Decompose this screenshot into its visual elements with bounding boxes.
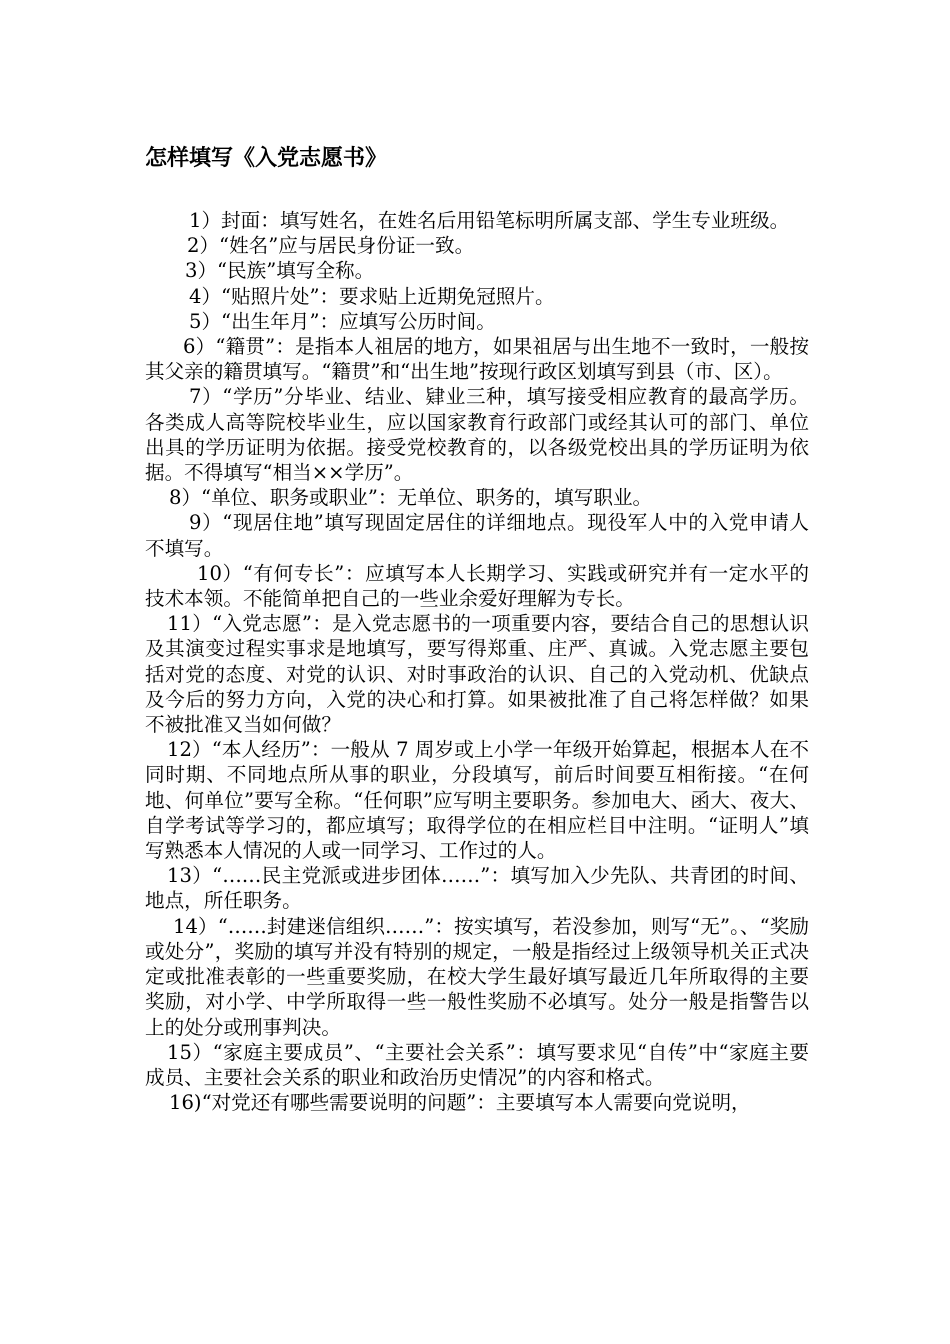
paragraph-6-native-place: 6）“籍贯”：是指本人祖居的地方，如果祖居与出生地不一致时，一般按其父亲的籍贯填写。“籍贯”和“出生地”按现行政区划填写到县（市、区）。 [145,335,809,384]
paragraph-8-occupation: 8）“单位、职务或职业”：无单位、职务的，填写职业。 [169,486,653,510]
document-title: 怎样填写《入党志愿书》 [145,145,388,171]
paragraph-14-superstitious-orgs-awards: 14）“……封建迷信组织……”：按实填写，若没参加，则写“无”。、“奖励或处分”，奖励的填写并没有特别的规定，一般是指经过上级领导机关正式决定或批准表彰的一些重要奖励，在校大学生最好填写最近几年所取得的主要奖励，对小学、中学所取得一些一般性奖励不必填写。处分一般是指警告以上的处分或刑事判决。 [145,914,809,1039]
paragraph-10-specialty: 10）“有何专长”：应填写本人长期学习、实践或研究并有一定水平的技术本领。不能简单把自己的一些业余爱好理解为专长。 [145,561,809,611]
paragraph-13-democratic-parties: 13）“……民主党派或进步团体……”：填写加入少先队、共青团的时间、地点，所任职务。 [145,864,809,913]
paragraph-2-name: 2）“姓名”应与居民身份证一致。 [187,234,475,258]
paragraph-5-birth-date: 5）“出生年月”：应填写公历时间。 [189,309,496,333]
paragraph-11-party-aspiration: 11）“入党志愿”：是入党志愿书的一项重要内容，要结合自己的思想认识及其演变过程实事求是地填写，要写得郑重、庄严、真诚。入党志愿主要包括对党的态度、对党的认识、对时事政治的认识、自己的入党动机、优缺点及今后的努力方向，入党的决心和打算。如果被批准了自己将怎样做？如果不被批准又当如何做？ [145,612,809,737]
paragraph-12-personal-history: 12）“本人经历”：一般从 7 周岁或上小学一年级开始算起，根据本人在不同时期、不同地点所从事的职业，分段填写，前后时间要互相衔接。“在何地、何单位”要写全称。“任何职”应写明主要职务。参加电大、函大、夜大、自学考试等学习的，都应填写；取得学位的在相应栏目中注明。“证明人”填写熟悉本人情况的人或一同学习、工作过的人。 [145,738,809,863]
paragraph-9-residence: 9）“现居住地”填写现固定居住的详细地点。现役军人中的入党申请人不填写。 [145,511,809,560]
paragraph-3-ethnicity: 3）“民族”填写全称。 [185,259,375,283]
paragraph-15-family-members: 15）“家庭主要成员”、“主要社会关系”：填写要求见“自传”中“家庭主要成员、主要社会关系的职业和政治历史情况”的内容和格式。 [145,1040,809,1089]
paragraph-1-cover: 1）封面：填写姓名，在姓名后用铅笔标明所属支部、学生专业班级。 [189,209,790,232]
paragraph-4-photo: 4）“贴照片处”：要求贴上近期免冠照片。 [189,284,555,308]
paragraph-7-education: 7）“学历”分毕业、结业、肄业三种，填写接受相应教育的最高学历。各类成人高等院校毕业生，应以国家教育行政部门或经其认可的部门、单位出具的学历证明为依据。接受党校教育的，以各级党校出具的学历证明为依据。不得填写“相当××学历”。 [145,385,809,485]
paragraph-16-issues-to-explain: 16)“对党还有哪些需要说明的问题”：主要填写本人需要向党说明， [169,1091,751,1115]
document-body [145,208,809,1115]
